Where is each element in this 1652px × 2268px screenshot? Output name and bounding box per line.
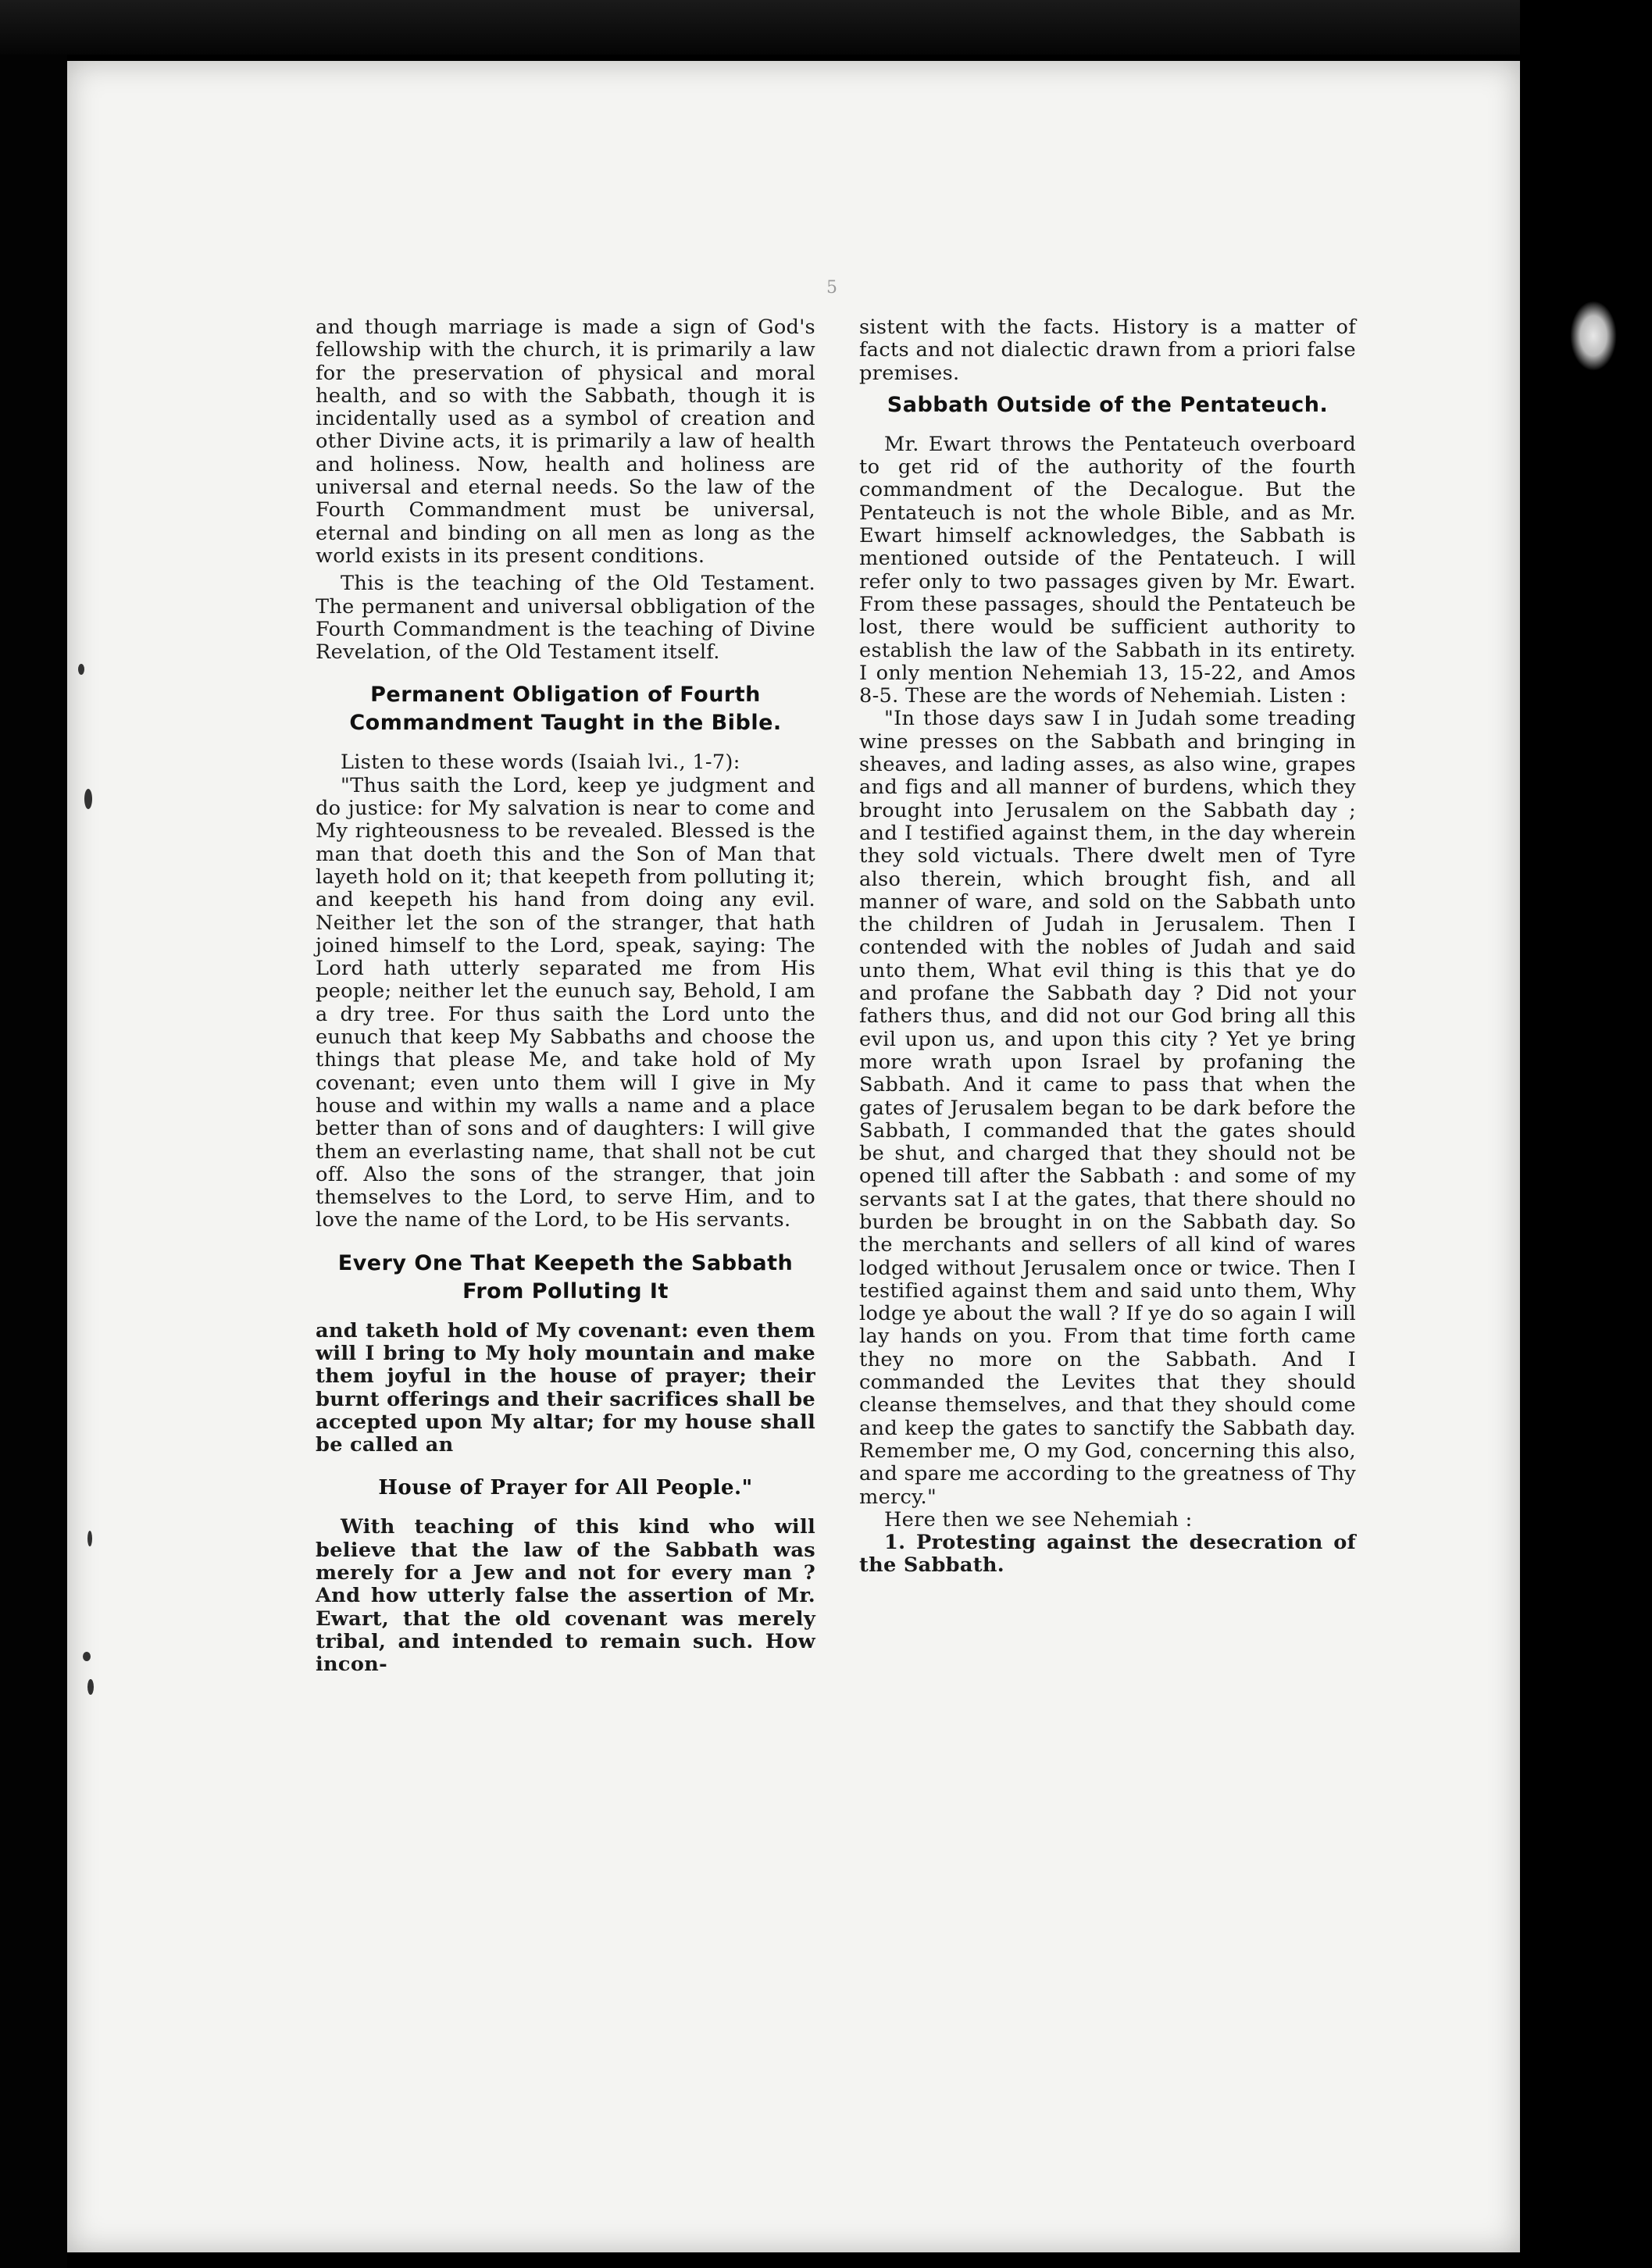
scan-edge-blot xyxy=(1570,301,1617,371)
left-paragraph-5: and taketh hold of My covenant: even them will I bring to My holy mountain and make them joyful in the house of prayer; their burnt offerings and their sacrifices shall be accepted upon My altar; for my house shall be called an xyxy=(316,1318,815,1457)
left-paragraph-1: and though marriage is made a sign of God's fellowship with the church, it is primarily a law for the preservation of physical and moral health, and so with the Sabbath, though it is incidentally used as a symbol of creation and other Divine acts, it is primarily a law of health and holiness. Now, health and holiness are universal and eternal needs. So the law of the Fourth Commandment must be universal, eternal and binding on all men as long as the world exists in its present conditions. xyxy=(316,316,815,568)
right-paragraph-2: Mr. Ewart throws the Pentateuch overboard to get rid of the authority of the fourth commandment of the Decalogue. But the Pentateuch is not the whole Bible, and as Mr. Ewart himself acknowledges, the Sabbath is mentioned outside of the Pentateuch. I will refer only to two passages given by Mr. Ewart. From these passages, should the Pentateuch be lost, there would be sufficient authority to establish the law of the Sabbath in its entirety. I only mention Nehemiah 13, 15-22, and Amos 8-5. These are the words of Nehemiah. Listen : xyxy=(859,432,1356,708)
right-column xyxy=(859,316,1356,1578)
section-heading-sabbath-outside: Sabbath Outside of the Pentateuch. xyxy=(887,392,1329,417)
scan-speck xyxy=(87,1679,94,1695)
page-number: 5 xyxy=(826,278,837,298)
scan-speck xyxy=(84,789,92,809)
section-heading-every-one: Every One That Keepeth the Sabbath From Polluting It xyxy=(337,1250,794,1303)
scan-left-border xyxy=(0,55,67,2268)
scan-speck xyxy=(87,1531,92,1546)
left-paragraph-3: Listen to these words (Isaiah lvi., 1-7): xyxy=(341,751,740,775)
scan-top-border xyxy=(0,0,1652,55)
right-paragraph-5: 1. Protesting against the desecration of the Sabbath. xyxy=(859,1531,1356,1578)
left-column xyxy=(316,316,815,1677)
section-heading-permanent-obligation: Permanent Obligation of Fourth Commandment Taught in the Bible. xyxy=(349,683,782,736)
left-paragraph-6: With teaching of this kind who will believe that the law of the Sabbath was merely for a Jew and not for every man ? And how utterly false the assertion of Mr. Ewart, that the old covenant was merely tribal, and intended to remain such. How incon- xyxy=(316,1515,815,1677)
scan-speck xyxy=(78,664,84,675)
isaiah-quote: "Thus saith the Lord, keep ye judgment and do justice: for My salvation is near to come and My righteousness to be revealed. Blessed is the man that doeth this and the Son of Man that layeth hold on it; that keepeth from polluting it; and keepeth his hand from doing any evil. Neither let the son of the stranger, that hath joined himself to the Lord, speak, saying: The Lord hath utterly separated me from His people; neither let the eunuch say, Behold, I am a dry tree. For thus saith the Lord unto the eunuch that keep My Sabbaths and choose the things that please Me, and take hold of My covenant; even unto them will I give in My house and within my walls a name and a place better than of sons and of daughters: I will give them an everlasting name, that shall not be cut off. Also the sons of the stranger, that join themselves to the Lord, to serve Him, and to love the name of the Lord, to be His servants. xyxy=(316,773,815,1232)
scan-speck xyxy=(83,1652,91,1661)
right-paragraph-1: sistent with the facts. History is a matter of facts and not dialectic drawn from a priori false premises. xyxy=(859,316,1356,385)
left-paragraph-2: This is the teaching of the Old Testament. The permanent and universal obbligation of the Fourth Commandment is the teaching of Divine Revelation, of the Old Testament itself. xyxy=(316,572,815,665)
right-paragraph-4: Here then we see Nehemiah : xyxy=(884,1507,1193,1532)
nehemiah-quote: "In those days saw I in Judah some treading wine presses on the Sabbath and bringing in sheaves, and lading asses, as also wine, grapes and figs and all manner of burdens, which they brought into Jerusalem on the Sabbath day ; and I testified against them, in the day wherein they sold victuals. There dwelt men of Tyre also therein, which brought fish, and all manner of ware, and sold on the Sabbath unto the children of Judah in Jerusalem. Then I contended with the nobles of Judah and said unto them, What evil thing is this that ye do and profane the Sabbath day ? Did not your fathers thus, and did not our God bring all this evil upon us, and upon this city ? Yet ye bring more wrath upon Israel by profaning the Sabbath. And it came to pass that when the gates of Jerusalem began to be dark before the Sabbath, I commanded that the gates should be shut, and charged that they should not be opened till after the Sabbath : and some of my servants sat I at the gates, that there should no burden be brought in on the Sabbath day. So the merchants and sellers of all kind of wares lodged without Jerusalem once or twice. Then I testified against them and said unto them, Why lodge ye about the wall ? If ye do so again I will lay hands on you. From that time forth came they no more on the Sabbath. And I commanded the Levites that they should cleanse themselves, and that they should come and keep the gates to sanctify the Sabbath day. Remember me, O my God, concerning this also, and spare me according to the greatness of Thy mercy." xyxy=(859,707,1356,1509)
section-heading-house-of-prayer: House of Prayer for All People." xyxy=(378,1476,753,1500)
